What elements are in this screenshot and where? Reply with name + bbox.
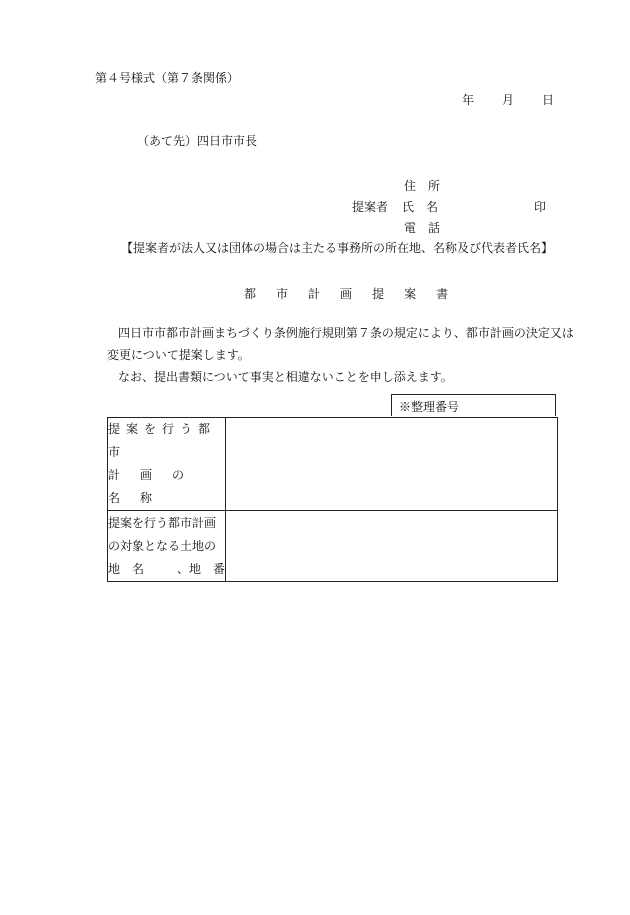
date-year-label: 年 (462, 93, 475, 107)
plan-name-input-cell[interactable] (226, 418, 558, 511)
form-number: 第４号様式（第７条関係） (95, 71, 240, 85)
reference-number-label: ※整理番号 (399, 400, 460, 414)
body-paragraph-line3: なお、提出書類について事実と相違ないことを申し添えます。 (118, 370, 453, 384)
document-title (244, 286, 448, 302)
proposer-label: 提案者 (352, 200, 389, 214)
title-char: 書 (436, 287, 449, 301)
phone-label: 電 話 (404, 221, 441, 235)
proposal-table (107, 417, 558, 582)
title-char: 画 (340, 287, 353, 301)
proposer-name-row (352, 199, 438, 215)
table-row (108, 511, 558, 582)
table-row (108, 418, 558, 511)
reference-number-box (391, 394, 556, 416)
title-char: 市 (276, 287, 289, 301)
land-label-cell (108, 511, 226, 582)
land-label-line2: の対象となる土地の (108, 538, 217, 553)
title-char: 提 (372, 287, 385, 301)
plan-name-label-cell (108, 418, 226, 511)
seal-mark: 印 (534, 200, 547, 214)
date-month-label: 月 (502, 93, 515, 107)
title-char: 都 (244, 287, 257, 301)
body-paragraph-line2: 変更について提案します。 (107, 348, 250, 362)
date-day-label: 日 (542, 93, 555, 107)
land-label-line3: 地 名 、地 番 (108, 561, 225, 576)
title-char: 計 (308, 287, 321, 301)
title-char: 案 (404, 287, 417, 301)
address-label: 住 所 (404, 179, 441, 193)
date-line (462, 92, 554, 108)
land-input-cell[interactable] (226, 511, 558, 582)
land-label-line1: 提案を行う都市計画 (108, 515, 217, 530)
addressee: （あて先）四日市市長 (137, 134, 258, 148)
body-paragraph-line1: 四日市市都市計画まちづくり条例施行規則第７条の規定により、都市計画の決定又は (118, 326, 574, 340)
plan-name-label-line1: 提案を行う都市 (108, 422, 217, 459)
corporate-note: 【提案者が法人又は団体の場合は主たる事務所の所在地、名称及び代表者氏名】 (121, 241, 554, 255)
plan-name-label-line2: 計画の名称 (108, 468, 205, 505)
name-label: 氏 名 (402, 200, 439, 214)
